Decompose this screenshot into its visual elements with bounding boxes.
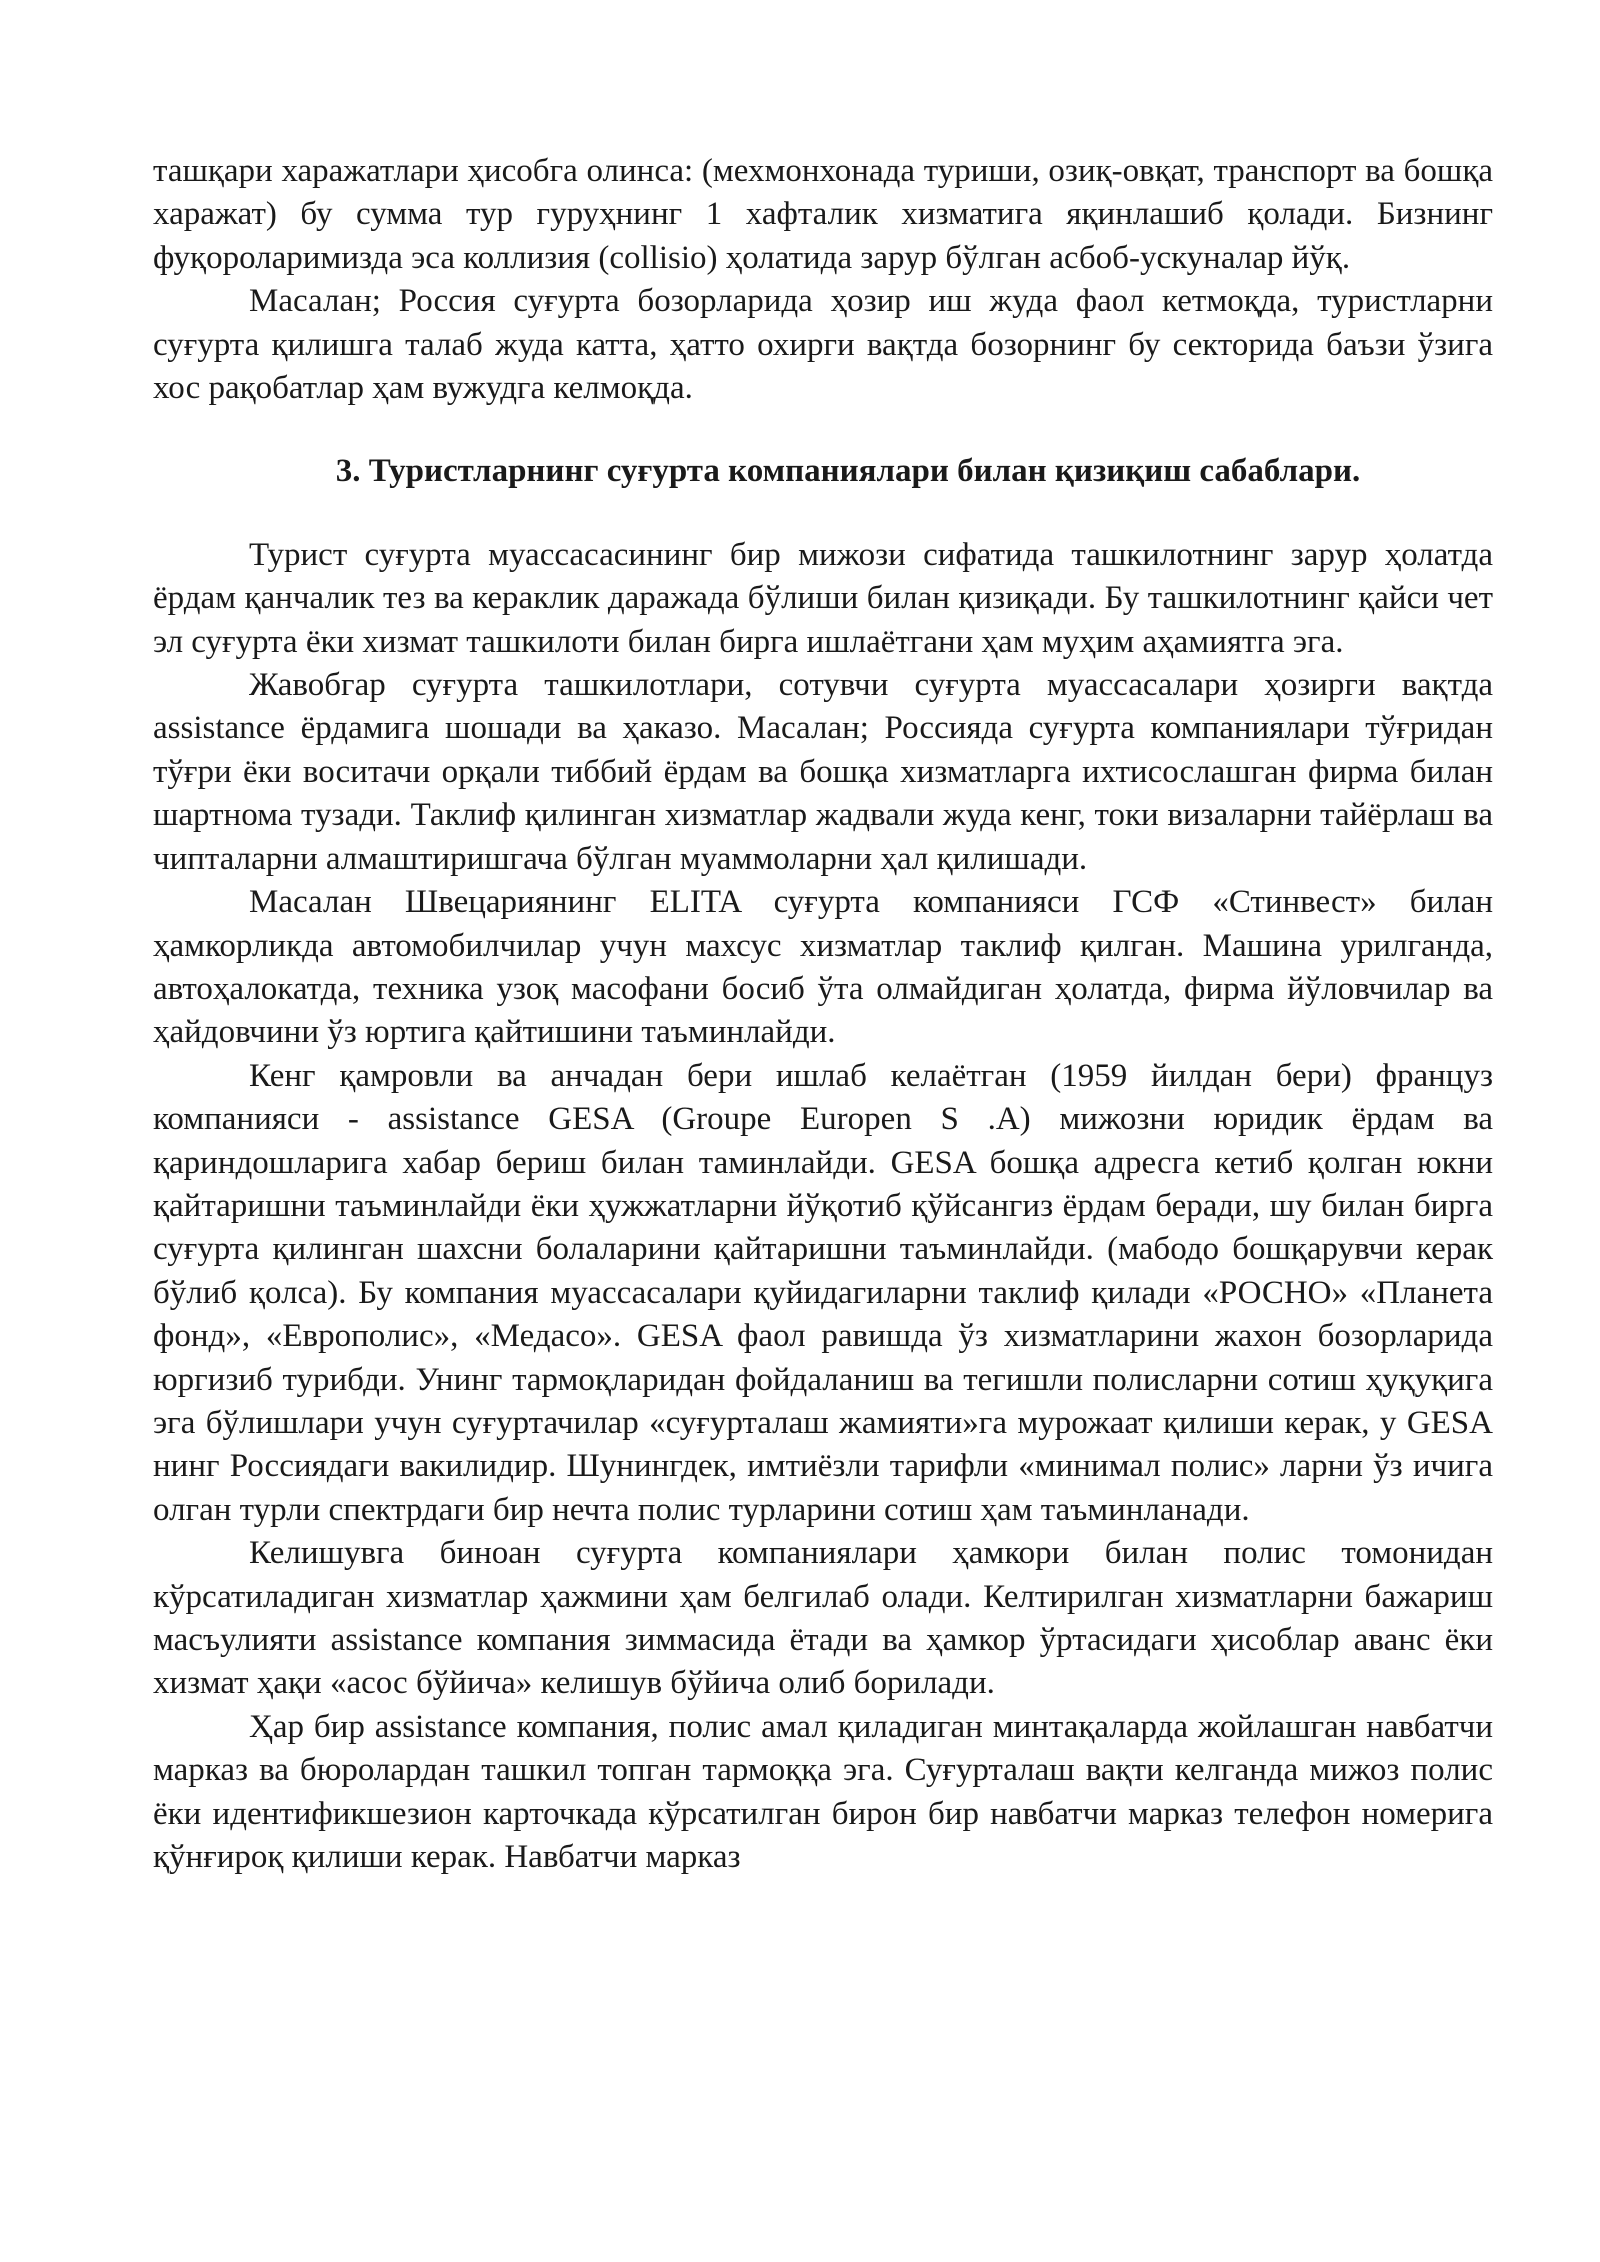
paragraph-tourist-interest: Турист суғурта муассасасининг бир мижози сифатида ташкилотнинг зарур ҳолатда ёрдам қанчалик тез ва кераклик даражада бўлиши билан қизиқади. Бу ташкилотнинг қайси чет эл суғурта ёки хизмат ташкилоти билан бирга ишлаётгани ҳам муҳим аҳамиятга эга. bbox=[153, 536, 1493, 660]
paragraph-continuation: ташқари харажатлари ҳисобга олинса: (мехмонхонада туриши, озиқ-овқат, транспорт ва бошқа харажат) бу сумма тур гуруҳнинг 1 хафталик хизматига яқинлашиб қолади. Бизнинг фуқороларимизда эса коллизия (collisio) ҳолатида зарур бўлган асбоб-ускуналар йўқ. bbox=[153, 153, 1493, 276]
paragraph-gesa: Кенг қамровли ва анчадан бери ишлаб келаётган (1959 йилдан бери) француз компанияси - assistance GESA (Groupe Europen S .A) мижозни юридик ёрдам ва қариндошларига хабар бериш билан таминлайди. GESA бошқа адресга кетиб қолган юкни қайтаришни таъминлайди ёки ҳужжатларни йўқотиб қўйсангиз ёрдам беради, шу билан бирга суғурта қилинган шахсни болаларини қайтаришни таъминлайди. (мабодо бошқарувчи керак бўлиб қолса). Бу компания муассасалари қуйидагиларни таклиф қилади «РОСНО» «Планета фонд», «Европолис», «Медасо». GESA фаол равишда ўз хизматларини жахон бозорларида юргизиб турибди. Унинг тармоқларидан фойдаланиш ва тегишли полисларни сотиш ҳуқуқига эга бўлишлари учун суғуртачилар «суғурталаш жамияти»га мурожаат қилиши керак, у GESA нинг Россиядаги вакилидир. Шунингдек, имтиёзли тарифли «минимал полис» ларни ўз ичига олган турли спектрдаги бир нечта полис турларини сотиш ҳам таъминланади. bbox=[153, 1057, 1493, 1528]
paragraph-elita: Масалан Швецариянинг ELITA суғурта компанияси ГСФ «Стинвест» билан ҳамкорликда автомобилчилар учун махсус хизматлар таклиф қилган. Машина урилганда, автоҳалокатда, техника узоқ масофани босиб ўта олмайдиган ҳолатда, фирма йўловчилар ва ҳайдовчини ўз юртига қайтишини таъминлайди. bbox=[153, 884, 1493, 1051]
document-page bbox=[153, 150, 1493, 1879]
section-heading: 3. Туристларнинг суғурта компаниялари билан қизиқиш сабаблари. bbox=[335, 453, 1361, 490]
paragraph-network: Ҳар бир assistance компания, полис амал қиладиган минтақаларда жойлашган навбатчи марказ ва бюролардан ташкил топган тармоққа эга. Суғурталаш вақти келганда мижоз полис ёки идентификшезион карточкада кўрсатилган бирон бир навбатчи марказ телефон номерига қўнғироқ қилиши керак. Навбатчи марказ bbox=[153, 1708, 1493, 1876]
paragraph-agreement: Келишувга биноан суғурта компаниялари ҳамкори билан полис томонидан кўрсатиладиган хизматлар ҳажмини ҳам белгилаб олади. Келтирилган хизматларни бажариш масъулияти assistance компания зиммасида ётади ва ҳамкор ўртасидаги ҳисоблар аванс ёки хизмат ҳақи «асос бўйича» келишув бўйича олиб борилади. bbox=[153, 1535, 1493, 1702]
paragraph-russia-market: Масалан; Россия суғурта бозорларида ҳозир иш жуда фаол кетмоқда, туристларни суғурта қилишга талаб жуда катта, ҳатто охирги вақтда бозорнинг бу секторида баъзи ўзига хос рақобатлар ҳам вужудга келмоқда. bbox=[153, 283, 1493, 407]
paragraph-assistance: Жавобгар суғурта ташкилотлари, сотувчи суғурта муассасалари ҳозирги вақтда assistance ёрдамига шошади ва ҳаказо. Масалан; Россияда суғурта компаниялари тўғридан тўғри ёки воситачи орқали тиббий ёрдам ва бошқа хизматларга ихтисослашган фирма билан шартнома тузади. Таклиф қилинган хизматлар жадвали жуда кенг, токи визаларни тайёрлаш ва чипталарни алмаштиришгача бўлган муаммоларни ҳал қилишади. bbox=[153, 667, 1493, 877]
